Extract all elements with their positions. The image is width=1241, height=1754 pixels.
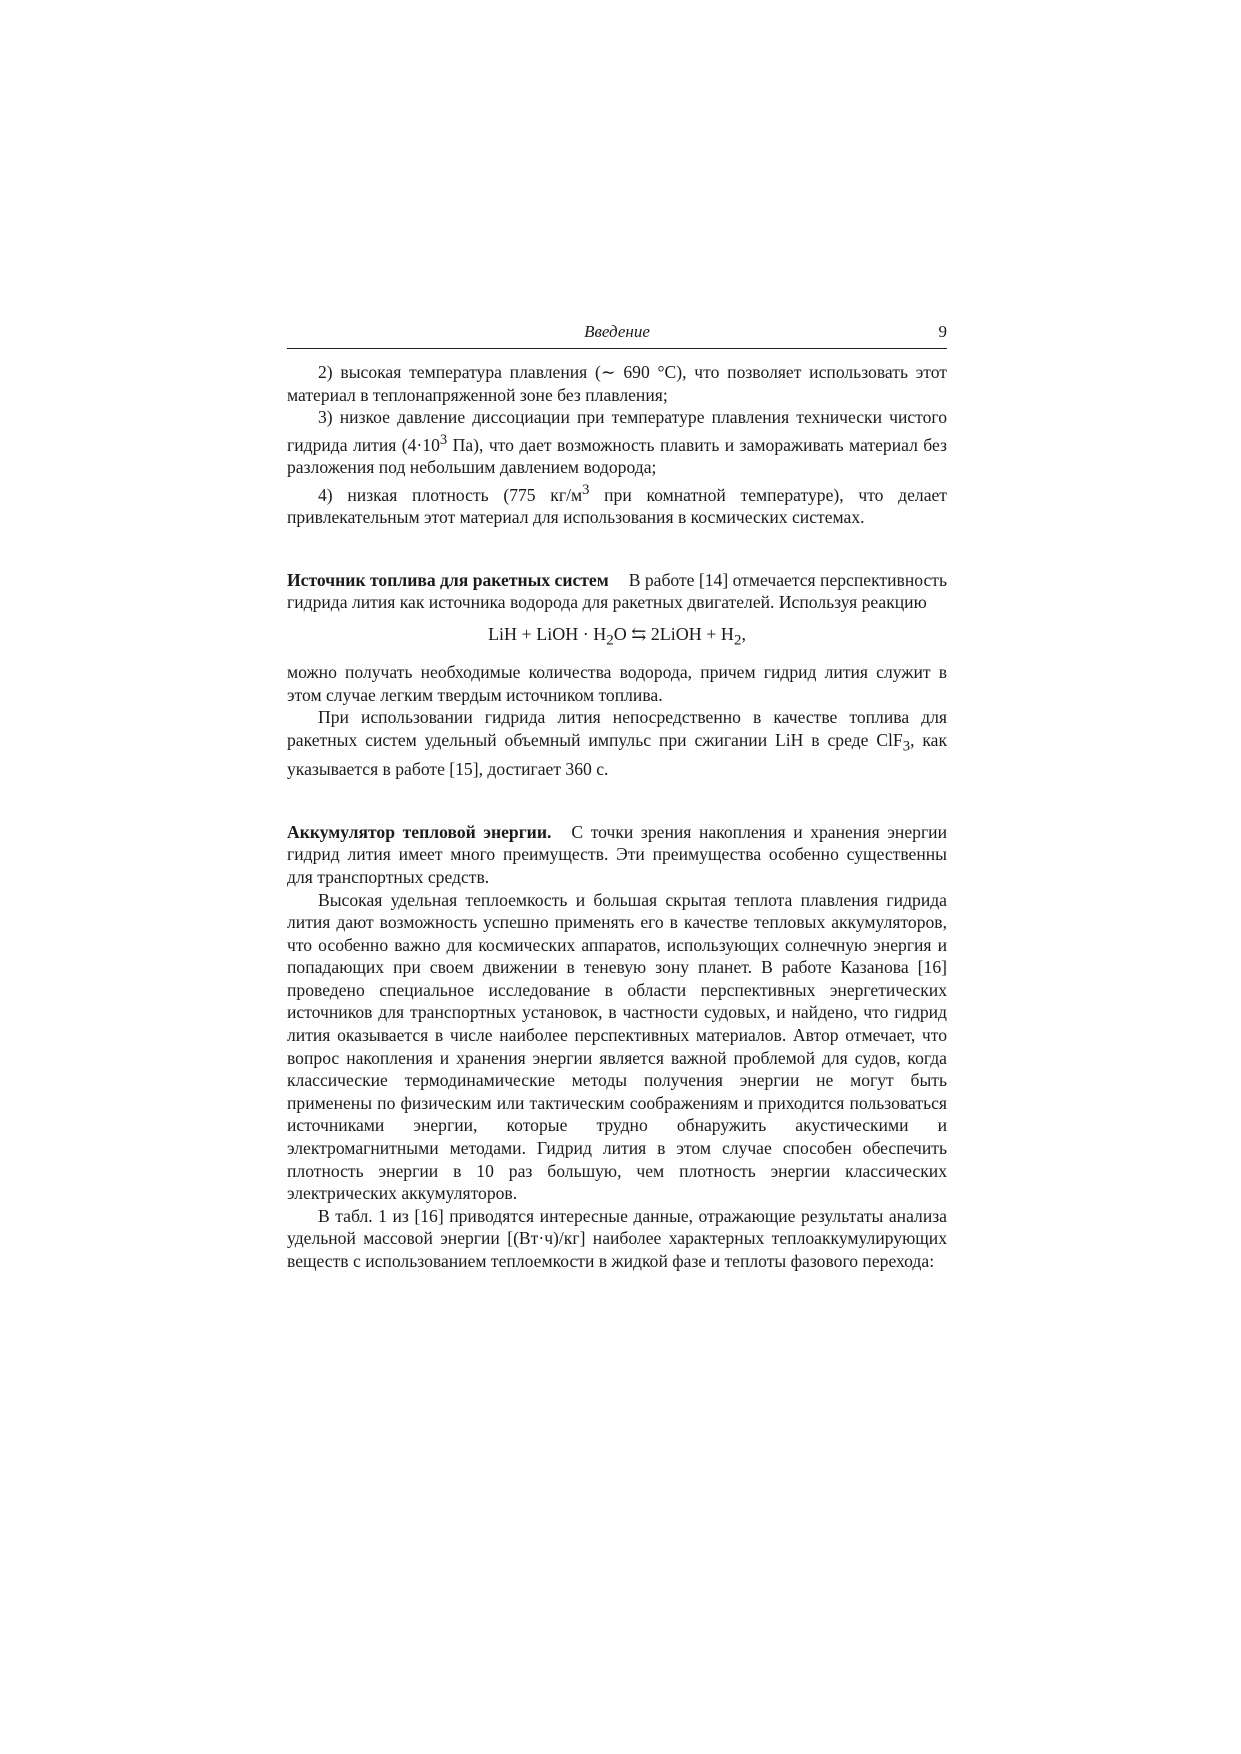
paragraph: В табл. 1 из [16] приводятся интересные данные, отражающие результаты анализа удельной массовой энергии [(Вт·ч)/кг] наиболее характерных теплоаккумулирующих веществ с использованием теплоемкости в жидкой фазе и теплоты фазового перехода:: [287, 1205, 947, 1272]
reaction-formula: LiH + LiOH · $H_2O$ ⇆ 2LiOH + $H_2$,: [488, 624, 746, 649]
section-heading: Источник топлива для ракетных систем: [287, 569, 609, 590]
paragraph: можно получать необходимые количества водорода, причем гидрид лития служит в этом случае легким твердым источником топлива.: [287, 662, 947, 705]
body-text: [287, 361, 947, 1273]
list-item: 2) высокая температура плавления (∼ 690 °C), что позволяет использовать этот материал в теплонапряженной зоне без плавления;: [287, 362, 947, 405]
running-head-title: Введение: [584, 322, 650, 341]
paragraph: При использовании гидрида лития непосредственно в качестве топлива для ракетных систем удельный объемный импульс при сжигании LiH в среде ClF$_3$, как указывается в работе [15], достигает 360 с.: [287, 707, 948, 780]
list-item: 3) низкое давление диссоциации при температуре плавления технически чистого гидрида лития ($4\cdot 10^3$ Па), что дает возможность плавить и замораживать материал без разложения под небольшим давлением водорода;: [287, 407, 947, 478]
page-number: 9: [938, 322, 947, 341]
section-accumulator-intro: Аккумулятор тепловой энергии. С точки зрения накопления и хранения энергии гидрид лития имеет много преимуществ. Эти преимущества особенно существенны для транспортных средств.: [287, 821, 947, 887]
section-fuel: [287, 569, 947, 781]
section-heading: Аккумулятор тепловой энергии.: [287, 821, 552, 842]
running-head: [287, 322, 947, 349]
page: [287, 322, 947, 1273]
section-accumulator: [287, 821, 947, 1273]
list-item: 4) низкая плотность (775 $кг/м^3$ при комнатной температуре), что делает привлекательным этот материал для использования в космических системах.: [287, 481, 947, 528]
paragraph: Высокая удельная теплоемкость и большая скрытая теплота плавления гидрида лития дают возможность успешно применять его в качестве тепловых аккумуляторов, что особенно важно для космических аппаратов, использующих солнечную энергия и попадающих при своем движении в теневую зону планет. В работе Казанова [16] проведено специальное исследование в области перспективных энергетических источников для транспортных установок, в частности судовых, и найдено, что гидрид лития оказывается в числе наиболее перспективных материалов. Автор отмечает, что вопрос накопления и хранения энергии является важной проблемой для судов, когда классические термодинамические методы получения энергии не могут быть применены по физическим или тактическим соображениям и приходится пользоваться источниками энергии, которые трудно обнаружить акустическими и электромагнитными методами. Гидрид лития в этом случае способен обеспечить плотность энергии в 10 раз большую, чем плотность энергии классических электрических аккумуляторов.: [287, 889, 947, 1204]
section-fuel-intro: Источник топлива для ракетных систем В работе [14] отмечается перспективность гидрида лития как источника водорода для ракетных двигателей. Используя реакцию: [287, 569, 947, 613]
